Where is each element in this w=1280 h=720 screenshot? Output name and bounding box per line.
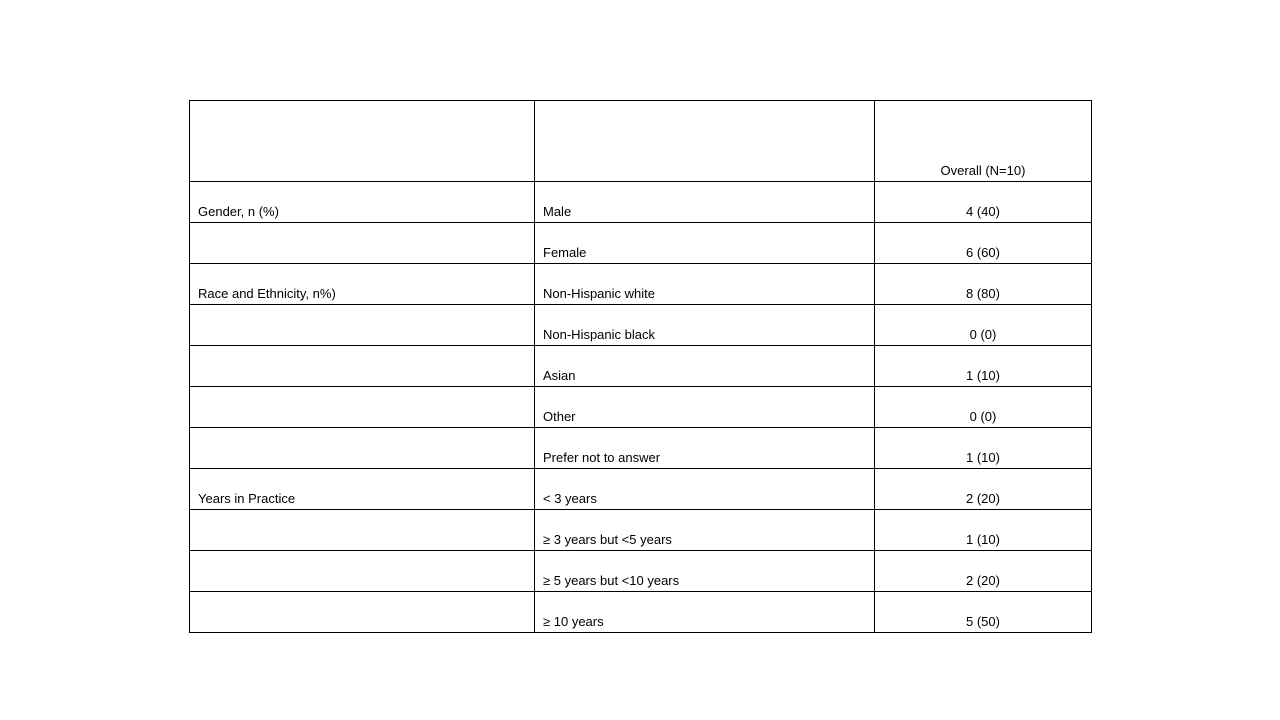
- cell-value: 1 (10): [875, 346, 1092, 387]
- cell-category: [190, 387, 535, 428]
- cell-category: Gender, n (%): [190, 182, 535, 223]
- cell-value: 0 (0): [875, 387, 1092, 428]
- cell-value: 5 (50): [875, 592, 1092, 633]
- table-row: [190, 592, 1092, 633]
- cell-category: [190, 223, 535, 264]
- cell-subcategory: Male: [535, 182, 875, 223]
- header-cell-subcategory: [535, 101, 875, 182]
- cell-subcategory: Non-Hispanic black: [535, 305, 875, 346]
- cell-category: [190, 592, 535, 633]
- demographics-table: [189, 100, 1092, 633]
- table-row: [190, 551, 1092, 592]
- cell-value: 4 (40): [875, 182, 1092, 223]
- cell-category: Race and Ethnicity, n%): [190, 264, 535, 305]
- cell-value: 0 (0): [875, 305, 1092, 346]
- cell-subcategory: Asian: [535, 346, 875, 387]
- table-row: [190, 346, 1092, 387]
- table-row: [190, 182, 1092, 223]
- cell-value: 2 (20): [875, 551, 1092, 592]
- cell-subcategory: ≥ 3 years but <5 years: [535, 510, 875, 551]
- cell-subcategory: Non-Hispanic white: [535, 264, 875, 305]
- table-header-row: [190, 101, 1092, 182]
- cell-subcategory: ≥ 10 years: [535, 592, 875, 633]
- cell-category: [190, 346, 535, 387]
- cell-subcategory: Prefer not to answer: [535, 428, 875, 469]
- header-cell-overall: Overall (N=10): [875, 101, 1092, 182]
- table-row: [190, 469, 1092, 510]
- cell-value: 1 (10): [875, 428, 1092, 469]
- cell-value: 1 (10): [875, 510, 1092, 551]
- cell-value: 2 (20): [875, 469, 1092, 510]
- cell-subcategory: Female: [535, 223, 875, 264]
- cell-category: [190, 305, 535, 346]
- table-row: [190, 305, 1092, 346]
- cell-category: [190, 551, 535, 592]
- cell-value: 8 (80): [875, 264, 1092, 305]
- table-row: [190, 510, 1092, 551]
- cell-subcategory: < 3 years: [535, 469, 875, 510]
- cell-subcategory: Other: [535, 387, 875, 428]
- table-row: [190, 223, 1092, 264]
- table-row: [190, 428, 1092, 469]
- table-row: [190, 264, 1092, 305]
- cell-category: [190, 428, 535, 469]
- cell-subcategory: ≥ 5 years but <10 years: [535, 551, 875, 592]
- cell-category: [190, 510, 535, 551]
- table-row: [190, 387, 1092, 428]
- cell-category: Years in Practice: [190, 469, 535, 510]
- header-cell-category: [190, 101, 535, 182]
- cell-value: 6 (60): [875, 223, 1092, 264]
